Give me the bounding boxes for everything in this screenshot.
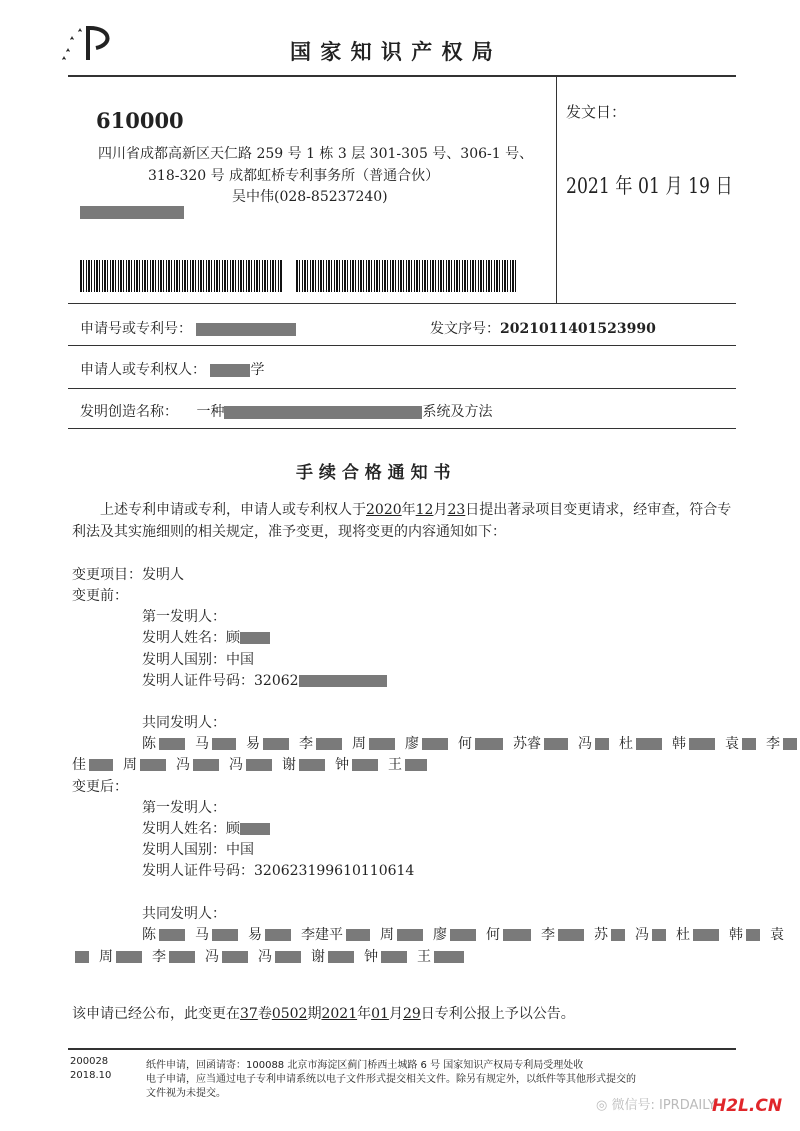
- id-after: 320623199610110614: [254, 863, 415, 879]
- serial-row: [430, 318, 656, 338]
- redacted-block: [405, 759, 427, 771]
- redacted-block: [397, 929, 423, 941]
- send-date: 2021 年 01 月 19 日: [566, 174, 733, 198]
- inventor-name: 杜: [619, 736, 633, 752]
- inventor-name: 李: [541, 927, 555, 943]
- redacted-block: [434, 951, 464, 963]
- inventor-name: 何: [458, 736, 472, 752]
- redacted-block: [240, 632, 270, 644]
- inventor-name: 王: [388, 757, 402, 773]
- id-before: 32062: [254, 673, 299, 689]
- inventor-name: 苏睿: [513, 736, 541, 752]
- footer-line-3: 文件视为未提交。: [146, 1088, 226, 1099]
- inventor-name: 易: [246, 736, 260, 752]
- co-inventors-label: 共同发明人：: [142, 906, 226, 922]
- divider: [68, 428, 736, 429]
- inventor-name: 杜: [676, 927, 690, 943]
- redacted-block: [222, 951, 248, 963]
- redacted-block: [328, 951, 354, 963]
- pub-text: 卷: [257, 1006, 272, 1022]
- co-inventors-before-row-2: [72, 754, 437, 774]
- site-watermark: H2L.CN: [712, 1096, 783, 1116]
- redacted-block: [212, 738, 236, 750]
- pub-text: 年: [357, 1006, 372, 1022]
- redacted-block: [475, 738, 503, 750]
- pub-text: 期: [307, 1006, 322, 1022]
- redacted-block: [611, 929, 625, 941]
- inventor-name: 韩: [672, 736, 686, 752]
- title-prefix: 一种: [196, 404, 225, 420]
- redacted-block: [159, 738, 185, 750]
- redacted-block: [422, 738, 448, 750]
- redacted-block: [80, 206, 184, 219]
- redacted-block: [210, 364, 250, 377]
- postcode: 610000: [96, 108, 184, 133]
- redacted-block: [116, 951, 142, 963]
- divider: [68, 388, 736, 389]
- inventor-name: 李建平: [301, 927, 343, 943]
- redacted-block: [783, 738, 797, 750]
- inventor-name: 李: [299, 736, 313, 752]
- title-label: 发明创造名称：: [80, 404, 178, 420]
- pub-day: 29: [402, 1006, 421, 1022]
- serial-value: 2021011401523990: [500, 321, 656, 337]
- intro-text: 年: [401, 502, 416, 518]
- serial-label: 发文序号：: [430, 321, 500, 337]
- inventor-name: 袁: [770, 927, 784, 943]
- redacted-block: [689, 738, 715, 750]
- contact: 吴中伟(028-85237240): [232, 189, 388, 205]
- divider: [68, 303, 736, 304]
- inventor-name: 周: [123, 757, 137, 773]
- applicant-label: 申请人或专利权人：: [80, 362, 206, 378]
- redacted-block: [503, 929, 531, 941]
- co-inventors-before-row-1: [142, 733, 800, 753]
- divider: [556, 76, 557, 303]
- inventor-name: 何: [486, 927, 500, 943]
- redacted-block: [159, 929, 185, 941]
- redacted-block: [352, 759, 378, 771]
- intro-line-1: [100, 499, 731, 519]
- inventor-name: 冯: [176, 757, 190, 773]
- wechat-watermark: [596, 1094, 716, 1113]
- redacted-block: [299, 675, 387, 687]
- inventor-name: 李: [766, 736, 780, 752]
- inventor-name: 佳: [72, 757, 86, 773]
- redacted-block: [693, 929, 719, 941]
- name-label: 发明人姓名：顾: [142, 821, 240, 837]
- inventor-name: 冯: [578, 736, 592, 752]
- address-line-1: 四川省成都高新区天仁路 259 号 1 栋 3 层 301-305 号、306-1 号、: [98, 146, 534, 162]
- redacted-block: [544, 738, 568, 750]
- inventor-name: 廖: [433, 927, 447, 943]
- id-label: 发明人证件号码：: [142, 863, 254, 879]
- inventor-name: 马: [195, 927, 209, 943]
- redacted-block: [316, 738, 342, 750]
- inventor-name: 周: [99, 949, 113, 965]
- co-inventors-after-row-2: [72, 946, 474, 966]
- redacted-block: [169, 951, 195, 963]
- id-row-before: [142, 670, 387, 690]
- divider: [68, 345, 736, 346]
- footer-divider: [68, 1048, 736, 1050]
- redacted-block: [369, 738, 395, 750]
- request-month: 12: [415, 502, 434, 518]
- inventor-name: 陈: [142, 736, 156, 752]
- redacted-block: [246, 759, 272, 771]
- inventor-name: 冯: [258, 949, 272, 965]
- wechat-icon: ◎: [596, 1098, 612, 1113]
- barcode: [296, 260, 518, 292]
- before-label: 变更前：: [72, 588, 128, 604]
- pub-year: 2021: [321, 1006, 358, 1022]
- redacted-block: [224, 406, 422, 419]
- agency-name: 国 家 知 识 产 权 局: [290, 39, 494, 64]
- redacted-block: [193, 759, 219, 771]
- intro-line-2: 利法及其实施细则的相关规定，准予变更，现将变更的内容通知如下：: [72, 524, 506, 540]
- wechat-id: 微信号: IPRDAILY: [611, 1098, 716, 1113]
- inventor-name: 马: [195, 736, 209, 752]
- barcode: [80, 260, 282, 292]
- after-label: 变更后：: [72, 779, 128, 795]
- redacted-block: [212, 929, 238, 941]
- name-row-before: [142, 627, 270, 647]
- redacted-block: [450, 929, 476, 941]
- issue: 0502: [271, 1006, 308, 1022]
- first-inventor-label: 第一发明人：: [142, 609, 226, 625]
- inventor-name: 王: [417, 949, 431, 965]
- applicant-suffix: 学: [250, 362, 265, 378]
- co-inventors-label: 共同发明人：: [142, 715, 226, 731]
- redacted-block: [558, 929, 584, 941]
- redacted-block: [742, 738, 756, 750]
- request-day: 23: [447, 502, 466, 518]
- redacted-block: [140, 759, 166, 771]
- applicant-row: [80, 359, 264, 379]
- inventor-name: 钟: [335, 757, 349, 773]
- redacted-block: [275, 951, 301, 963]
- form-version: 2018.10: [70, 1070, 112, 1081]
- name-row-after: [142, 818, 270, 838]
- redacted-block: [263, 738, 289, 750]
- inventor-name: 冯: [205, 949, 219, 965]
- inventor-name: 袁: [725, 736, 739, 752]
- divider: [68, 75, 736, 77]
- form-code: 200028: [70, 1056, 109, 1067]
- pub-text: 该申请已经公布，此变更在: [72, 1006, 240, 1022]
- volume: 37: [240, 1006, 258, 1022]
- request-year: 2020: [366, 502, 402, 518]
- inventor-name: 韩: [729, 927, 743, 943]
- change-item: 变更项目：发明人: [72, 567, 184, 583]
- redacted-block: [346, 929, 370, 941]
- inventor-name: 陈: [142, 927, 156, 943]
- cnipa-logo: [60, 22, 120, 64]
- inventor-name: 冯: [229, 757, 243, 773]
- id-label: 发明人证件号码：: [142, 673, 254, 689]
- inventor-name: 周: [352, 736, 366, 752]
- redacted-block: [652, 929, 666, 941]
- notice-title: 手 续 合 格 通 知 书: [296, 463, 451, 483]
- inventor-name: 周: [380, 927, 394, 943]
- intro-text: 上述专利申请或专利，申请人或专利权人于: [100, 502, 366, 518]
- redacted-block: [196, 323, 296, 336]
- inventor-name: 钟: [364, 949, 378, 965]
- redacted-block: [89, 759, 113, 771]
- publication-line: [72, 1003, 575, 1023]
- inventor-name: 易: [248, 927, 262, 943]
- send-date-label: 发文日：: [566, 103, 627, 121]
- inventor-name: 李: [152, 949, 166, 965]
- app-no-row: [80, 318, 296, 338]
- redacted-block: [595, 738, 609, 750]
- intro-text: 月: [433, 502, 448, 518]
- pub-text: 月: [388, 1006, 403, 1022]
- title-suffix: 系统及方法: [422, 404, 493, 420]
- inventor-name: 苏: [594, 927, 608, 943]
- pub-month: 01: [371, 1006, 389, 1022]
- redacted-block: [381, 951, 407, 963]
- inventor-name: 廖: [405, 736, 419, 752]
- intro-text: 日提出著录项目变更请求，经审查，符合专: [465, 502, 732, 518]
- pub-text: 日专利公报上予以公告。: [420, 1006, 575, 1022]
- footer-line-2: 电子申请，应当通过电子专利申请系统以电子文件形式提交相关文件。除另有规定外，以纸件等其他形式提交的: [146, 1074, 636, 1085]
- country-row-before: 发明人国别：中国: [142, 652, 254, 668]
- country-row-after: 发明人国别：中国: [142, 842, 254, 858]
- id-row-after: [142, 860, 414, 880]
- redacted-block: [240, 823, 270, 835]
- inventor-name: 谢: [311, 949, 325, 965]
- title-row: [80, 401, 492, 421]
- redacted-block: [746, 929, 760, 941]
- co-inventors-after-row-1: [142, 924, 787, 944]
- redacted-block: [299, 759, 325, 771]
- redacted-block: [265, 929, 291, 941]
- inventor-name: 谢: [282, 757, 296, 773]
- redacted-block: [75, 951, 89, 963]
- name-label: 发明人姓名：顾: [142, 630, 240, 646]
- inventor-name: 冯: [635, 927, 649, 943]
- first-inventor-label: 第一发明人：: [142, 800, 226, 816]
- footer-line-1: 纸件申请，回函请寄：100088 北京市海淀区蓟门桥西土城路 6 号 国家知识产权局专利局受理处收: [146, 1060, 584, 1071]
- app-no-label: 申请号或专利号：: [80, 321, 192, 337]
- address-line-2: 318-320 号 成都虹桥专利事务所（普通合伙）: [148, 168, 440, 184]
- redacted-block: [636, 738, 662, 750]
